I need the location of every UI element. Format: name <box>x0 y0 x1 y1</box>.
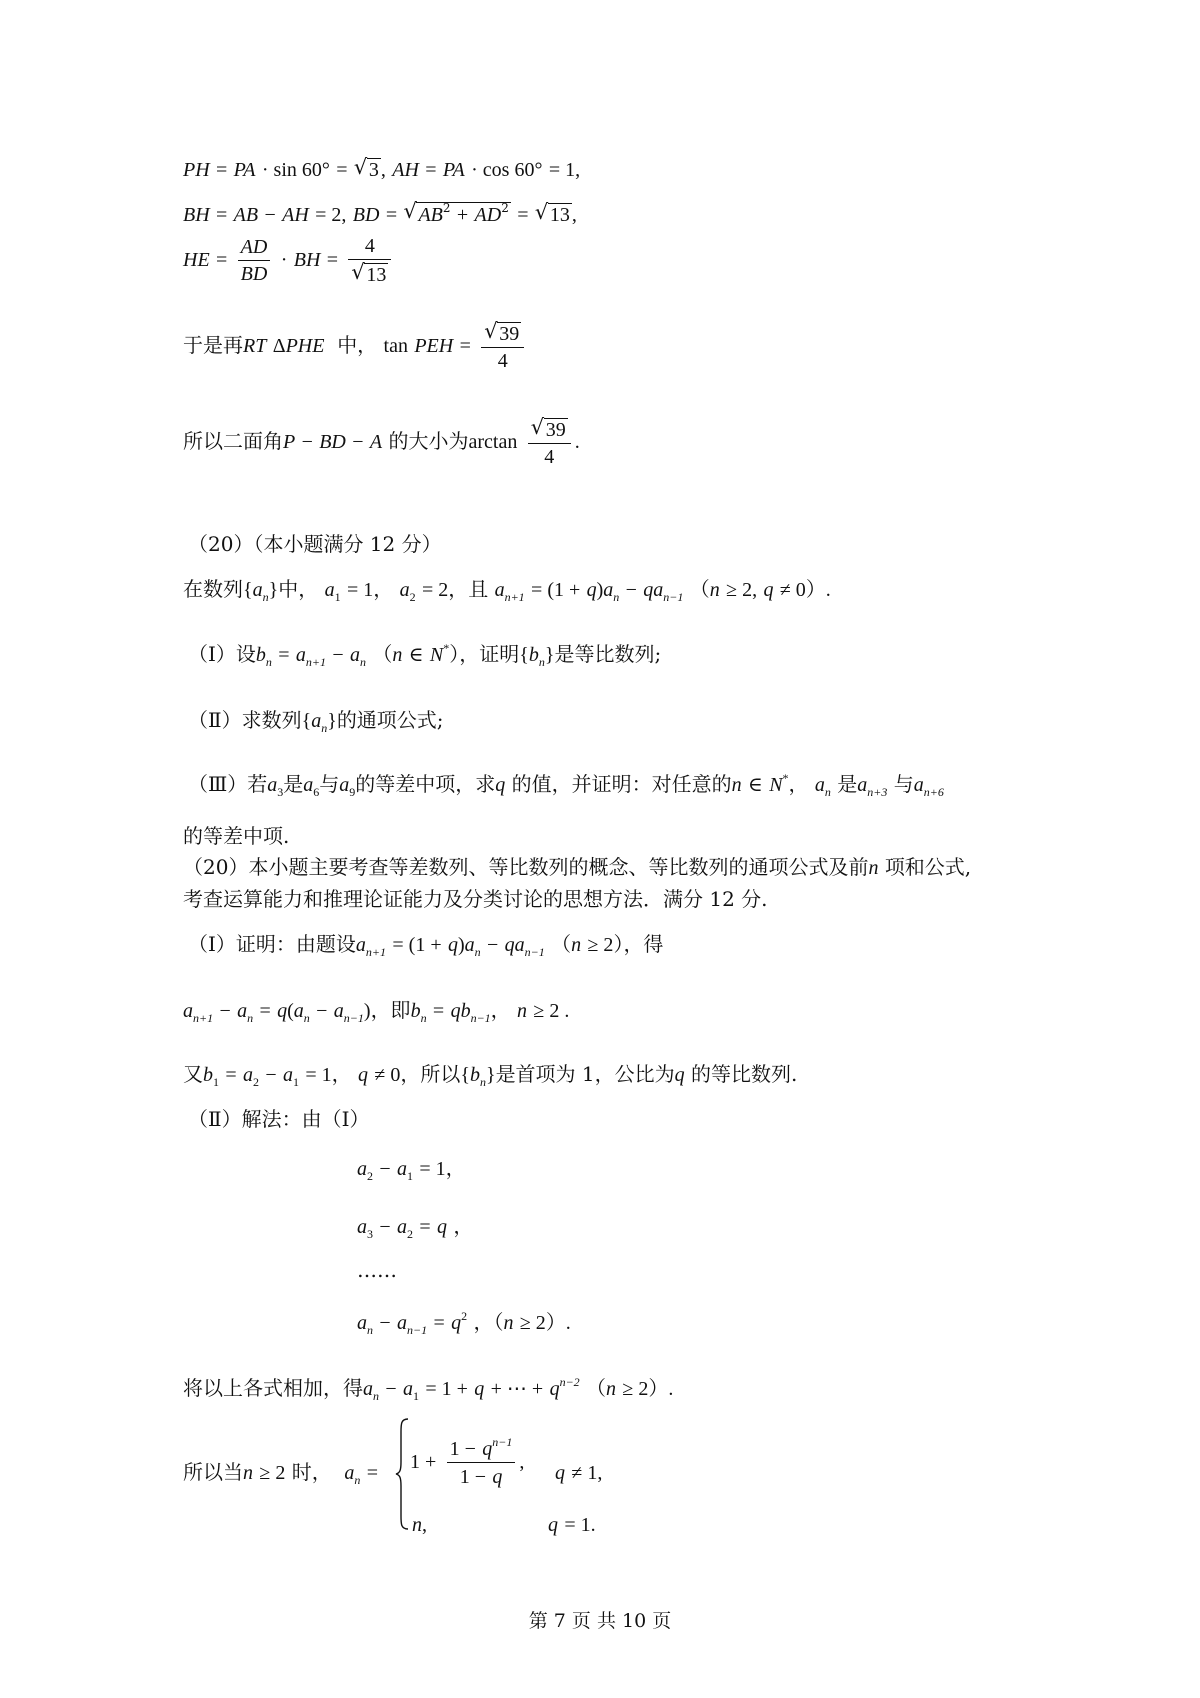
solution-part1-c: 又$b_1 = a_2 - a_1 = 1$， q ≠ 0，所以$\{b_n\}$是首项为 1，公比为q 的等比数列. <box>183 1062 798 1089</box>
q20-part3-cont: 的等差中项. <box>183 824 290 848</box>
telescoping-line-1: $a_2 - a_1 = 1$， <box>357 1158 466 1183</box>
telescoping-line-n: $a_n - a_{n-1} = q^2$ ，（n ≥ 2）. <box>357 1309 571 1337</box>
solution-part1: （Ⅰ）证明：由题设$a_{n+1} = (1 + q)a_n - qa_{n-1}$ （n ≥ 2），得 <box>188 932 664 959</box>
solution-part1-b: $a_{n+1} - a_n = q(a_n - a_{n-1})$，即$b_n = qb_{n-1}$， n ≥ 2 . <box>183 998 570 1025</box>
q20-part3: （Ⅲ）若$a_3$是$a_6$与$a_9$的等差中项，求q 的值，并证明：对任意的n ∈ N*， $a_n$ 是$a_{n+3}$ 与$a_{n+6}$ <box>188 771 944 799</box>
q20-part2: （Ⅱ）求数列$\{a_n\}$的通项公式; <box>188 708 444 735</box>
tan-peh-line: 于是再RT ΔPHE 中， tan PEH = √ $\frac{39}{4}$ <box>183 322 528 371</box>
left-brace <box>395 1418 409 1530</box>
equation-bh-bd: BH = AB − AH = 2, BD = √ $AB^2 + AD^2$ = √ 13 , <box>183 202 577 225</box>
solution-part2: （Ⅱ）解法：由（Ⅰ） <box>188 1107 370 1131</box>
piecewise-prefix: 所以当n ≥ 2 时， $a_n$ = <box>183 1460 379 1487</box>
solution-intro-1: （20）本小题主要考查等差数列、等比数列的概念、等比数列的通项公式及前n 项和公式, <box>183 855 972 879</box>
piecewise-cond-2: q = 1. <box>548 1514 596 1536</box>
telescoping-line-2: $a_3 - a_2 = q$ ， <box>357 1216 474 1241</box>
equation-he: HE = $\frac{AD}{BD}$ · BH = 4 √ 13 <box>183 236 395 285</box>
sum-line: 将以上各式相加，得$a_n - a_1 = 1 + q$ + ⋯ + $q^{n-2}$ （n ≥ 2）. <box>183 1375 674 1403</box>
solution-intro-2: 考查运算能力和推理论证能力及分类讨论的思想方法．满分 12 分. <box>183 887 768 911</box>
piecewise-case-2: n, <box>412 1514 427 1536</box>
equation-ph-ah: PH = PA · sin 60° = √ 3 , AH = PA · cos 60° = 1, <box>183 158 580 180</box>
telescoping-dots: …… <box>357 1258 397 1282</box>
piecewise-cond-1: q ≠ 1, <box>555 1462 603 1484</box>
page-footer: 第 7 页 共 10 页 <box>528 1610 672 1632</box>
q20-header: （20）（本小题满分 12 分） <box>188 532 442 556</box>
dihedral-angle-line: 所以二面角P − BD − A 的大小为arctan √ $\frac{39}{4}$ . <box>183 418 580 467</box>
q20-stem: 在数列$\{a_n\}$中， $a_1 = 1$， $a_2 = 2$，且 $a_{n+1} = (1 + q)a_n - qa_{n-1}$ （n ≥ 2, q ≠ 0）. <box>183 577 831 604</box>
q20-part1: （Ⅰ）设$b_n = a_{n+1} - a_n$ （n ∈ N*），证明$\{b_n\}$是等比数列; <box>188 641 662 669</box>
piecewise-case-1: 1 + $\frac{1 - q^{n-1}}{1 - q}$ , <box>410 1435 525 1488</box>
